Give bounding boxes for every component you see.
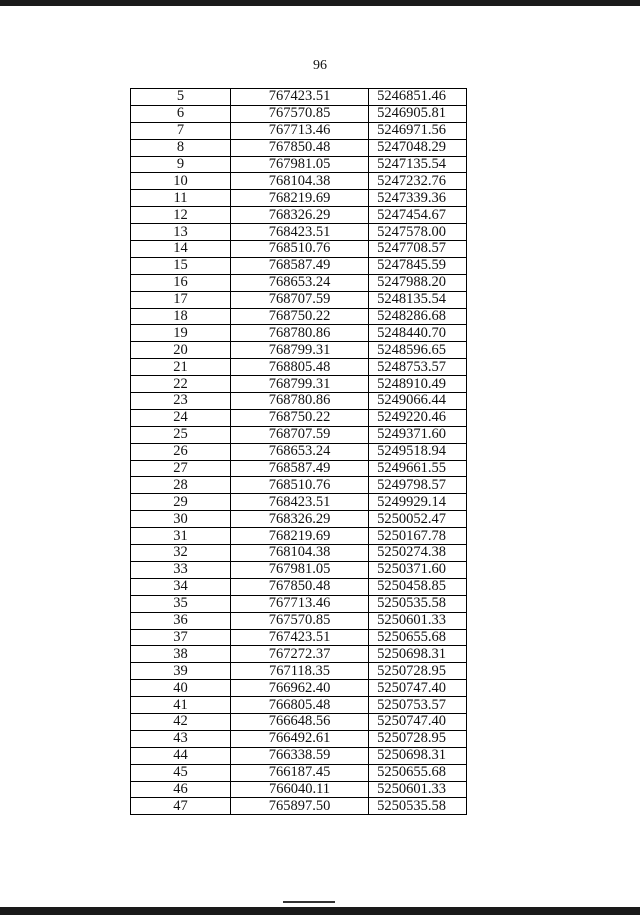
y-coordinate-cell: 5246971.56 [369,122,467,139]
y-coordinate-cell: 5250052.47 [369,511,467,528]
y-coordinate-cell: 5248596.65 [369,342,467,359]
x-coordinate-cell: 768587.49 [231,257,369,274]
y-coordinate-cell: 5250698.31 [369,747,467,764]
x-coordinate-cell: 767423.51 [231,89,369,106]
y-coordinate-cell: 5247988.20 [369,274,467,291]
y-coordinate-cell: 5247708.57 [369,241,467,258]
y-coordinate-cell: 5247048.29 [369,139,467,156]
point-number-cell: 34 [131,578,231,595]
point-number-cell: 10 [131,173,231,190]
table-row [131,139,467,156]
table-row [131,443,467,460]
page-number: 96 [313,58,327,73]
x-coordinate-cell: 768104.38 [231,545,369,562]
point-number-cell: 16 [131,274,231,291]
x-coordinate-cell: 768510.76 [231,477,369,494]
point-number-cell: 12 [131,207,231,224]
point-number-cell: 46 [131,781,231,798]
point-number-cell: 8 [131,139,231,156]
x-coordinate-cell: 768707.59 [231,291,369,308]
x-coordinate-cell: 768587.49 [231,460,369,477]
x-coordinate-cell: 768707.59 [231,426,369,443]
scan-mark [283,901,335,903]
point-number-cell: 28 [131,477,231,494]
y-coordinate-cell: 5250655.68 [369,764,467,781]
table-row [131,528,467,545]
point-number-cell: 20 [131,342,231,359]
y-coordinate-cell: 5247454.67 [369,207,467,224]
x-coordinate-cell: 767850.48 [231,139,369,156]
table-row [131,511,467,528]
y-coordinate-cell: 5250601.33 [369,612,467,629]
table-row [131,207,467,224]
table-row [131,376,467,393]
x-coordinate-cell: 768219.69 [231,190,369,207]
y-coordinate-cell: 5247135.54 [369,156,467,173]
y-coordinate-cell: 5250753.57 [369,697,467,714]
point-number-cell: 13 [131,224,231,241]
y-coordinate-cell: 5250698.31 [369,646,467,663]
point-number-cell: 5 [131,89,231,106]
table-row [131,325,467,342]
table-row [131,663,467,680]
x-coordinate-cell: 766805.48 [231,697,369,714]
x-coordinate-cell: 766492.61 [231,730,369,747]
point-number-cell: 27 [131,460,231,477]
point-number-cell: 33 [131,561,231,578]
page-top-edge [0,0,640,6]
point-number-cell: 26 [131,443,231,460]
y-coordinate-cell: 5249798.57 [369,477,467,494]
table-row [131,747,467,764]
x-coordinate-cell: 768653.24 [231,274,369,291]
y-coordinate-cell: 5248440.70 [369,325,467,342]
point-number-cell: 24 [131,409,231,426]
y-coordinate-cell: 5250728.95 [369,730,467,747]
x-coordinate-cell: 766648.56 [231,713,369,730]
x-coordinate-cell: 766187.45 [231,764,369,781]
x-coordinate-cell: 766338.59 [231,747,369,764]
x-coordinate-cell: 767423.51 [231,629,369,646]
x-coordinate-cell: 766962.40 [231,680,369,697]
y-coordinate-cell: 5249220.46 [369,409,467,426]
x-coordinate-cell: 768805.48 [231,359,369,376]
table-row [131,156,467,173]
table-row [131,680,467,697]
point-number-cell: 32 [131,545,231,562]
x-coordinate-cell: 768219.69 [231,528,369,545]
y-coordinate-cell: 5246851.46 [369,89,467,106]
x-coordinate-cell: 768104.38 [231,173,369,190]
point-number-cell: 23 [131,393,231,410]
y-coordinate-cell: 5247339.36 [369,190,467,207]
y-coordinate-cell: 5250274.38 [369,545,467,562]
table-row [131,697,467,714]
x-coordinate-cell: 768780.86 [231,325,369,342]
y-coordinate-cell: 5248135.54 [369,291,467,308]
table-row [131,105,467,122]
point-number-cell: 43 [131,730,231,747]
table-row [131,122,467,139]
x-coordinate-cell: 767570.85 [231,612,369,629]
table-row [131,359,467,376]
x-coordinate-cell: 767981.05 [231,561,369,578]
table-row [131,190,467,207]
y-coordinate-cell: 5250458.85 [369,578,467,595]
table-row [131,409,467,426]
point-number-cell: 36 [131,612,231,629]
y-coordinate-cell: 5250167.78 [369,528,467,545]
point-number-cell: 40 [131,680,231,697]
point-number-cell: 38 [131,646,231,663]
table-row [131,646,467,663]
table-row [131,595,467,612]
x-coordinate-cell: 768780.86 [231,393,369,410]
y-coordinate-cell: 5248910.49 [369,376,467,393]
x-coordinate-cell: 768750.22 [231,409,369,426]
page-bottom-edge [0,907,640,915]
x-coordinate-cell: 765897.50 [231,798,369,815]
table-row [131,342,467,359]
y-coordinate-cell: 5250535.58 [369,798,467,815]
point-number-cell: 22 [131,376,231,393]
coordinates-table-body [131,89,467,815]
point-number-cell: 37 [131,629,231,646]
table-row [131,173,467,190]
point-number-cell: 21 [131,359,231,376]
x-coordinate-cell: 766040.11 [231,781,369,798]
table-row [131,460,467,477]
table-row [131,494,467,511]
table-row [131,764,467,781]
point-number-cell: 45 [131,764,231,781]
x-coordinate-cell: 768326.29 [231,207,369,224]
x-coordinate-cell: 767118.35 [231,663,369,680]
table-row [131,561,467,578]
table-row [131,274,467,291]
x-coordinate-cell: 767981.05 [231,156,369,173]
x-coordinate-cell: 768510.76 [231,241,369,258]
table-row [131,426,467,443]
table-row [131,224,467,241]
y-coordinate-cell: 5250371.60 [369,561,467,578]
y-coordinate-cell: 5249518.94 [369,443,467,460]
point-number-cell: 29 [131,494,231,511]
y-coordinate-cell: 5248753.57 [369,359,467,376]
table-row [131,612,467,629]
y-coordinate-cell: 5249661.55 [369,460,467,477]
y-coordinate-cell: 5250535.58 [369,595,467,612]
table-row [131,578,467,595]
point-number-cell: 30 [131,511,231,528]
x-coordinate-cell: 768423.51 [231,224,369,241]
point-number-cell: 17 [131,291,231,308]
point-number-cell: 19 [131,325,231,342]
point-number-cell: 7 [131,122,231,139]
table-row [131,477,467,494]
point-number-cell: 14 [131,241,231,258]
x-coordinate-cell: 768423.51 [231,494,369,511]
coordinates-table [130,88,467,815]
x-coordinate-cell: 768653.24 [231,443,369,460]
x-coordinate-cell: 768326.29 [231,511,369,528]
point-number-cell: 41 [131,697,231,714]
x-coordinate-cell: 767713.46 [231,122,369,139]
point-number-cell: 47 [131,798,231,815]
x-coordinate-cell: 768750.22 [231,308,369,325]
table-row [131,798,467,815]
point-number-cell: 9 [131,156,231,173]
y-coordinate-cell: 5249371.60 [369,426,467,443]
y-coordinate-cell: 5250601.33 [369,781,467,798]
table-row [131,257,467,274]
table-row [131,545,467,562]
point-number-cell: 42 [131,713,231,730]
x-coordinate-cell: 768799.31 [231,342,369,359]
table-row [131,629,467,646]
y-coordinate-cell: 5247578.00 [369,224,467,241]
x-coordinate-cell: 767850.48 [231,578,369,595]
point-number-cell: 31 [131,528,231,545]
x-coordinate-cell: 767272.37 [231,646,369,663]
y-coordinate-cell: 5247232.76 [369,173,467,190]
y-coordinate-cell: 5250655.68 [369,629,467,646]
y-coordinate-cell: 5250728.95 [369,663,467,680]
table-row [131,781,467,798]
y-coordinate-cell: 5246905.81 [369,105,467,122]
point-number-cell: 44 [131,747,231,764]
y-coordinate-cell: 5248286.68 [369,308,467,325]
x-coordinate-cell: 767713.46 [231,595,369,612]
table-row [131,308,467,325]
y-coordinate-cell: 5247845.59 [369,257,467,274]
point-number-cell: 18 [131,308,231,325]
point-number-cell: 35 [131,595,231,612]
y-coordinate-cell: 5250747.40 [369,680,467,697]
point-number-cell: 39 [131,663,231,680]
point-number-cell: 6 [131,105,231,122]
x-coordinate-cell: 768799.31 [231,376,369,393]
table-row [131,713,467,730]
table-row [131,291,467,308]
table-row [131,730,467,747]
table-row [131,89,467,106]
y-coordinate-cell: 5249929.14 [369,494,467,511]
point-number-cell: 11 [131,190,231,207]
point-number-cell: 25 [131,426,231,443]
y-coordinate-cell: 5249066.44 [369,393,467,410]
point-number-cell: 15 [131,257,231,274]
table-row [131,393,467,410]
y-coordinate-cell: 5250747.40 [369,713,467,730]
x-coordinate-cell: 767570.85 [231,105,369,122]
table-row [131,241,467,258]
